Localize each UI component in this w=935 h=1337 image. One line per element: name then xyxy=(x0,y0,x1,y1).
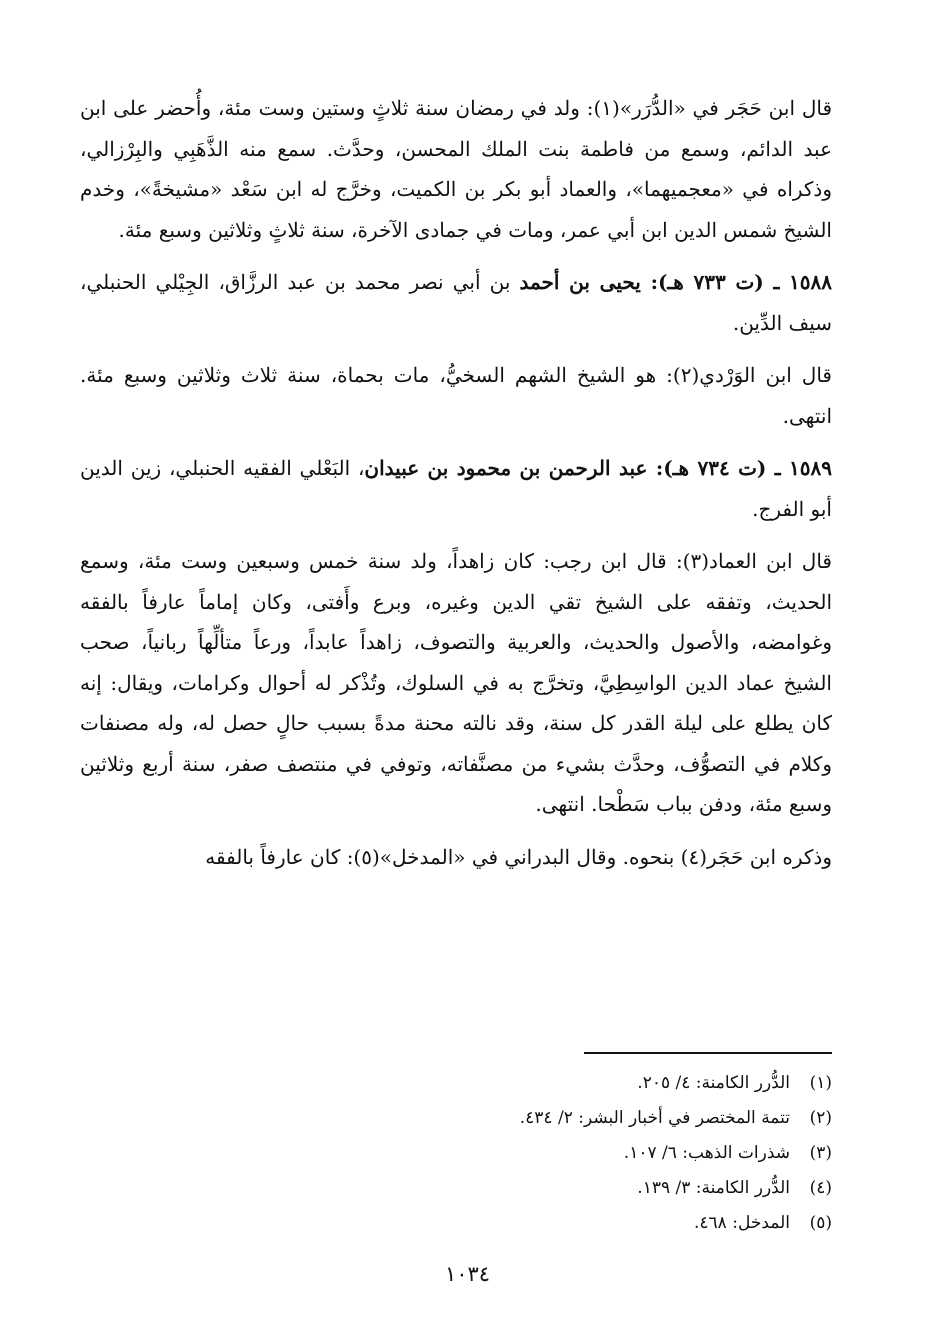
footnote-text: شذرات الذهب: ٦/ ١٠٧. xyxy=(623,1143,790,1163)
entry-text: ، البَعْلي الفقيه الحنبلي، زين الدين أبو الفرج. xyxy=(80,456,832,521)
paragraph-text: قال ابن حَجَر في «الدُّرَر»(١): ولد في رمضان سنة ثلاثٍ وستين وست مئة، وأُحضر على ابن عبد الدائم، وسمع من فاطمة بنت الملك المحسن، وحدَّث. سمع منه الذَّهَبِي والبِرْزالي، وذكراه في «معجميهما»، والعماد أبو بكر بن الكميت، وخرَّج له ابن سَعْد «مشيخةً»، وخدم الشيخ شمس الدين ابن أبي عمر، ومات في جمادى الآخرة، سنة ثلاثٍ وثلاثين وسبع مئة. xyxy=(80,96,833,242)
entry-1588 xyxy=(80,262,832,343)
footnote-text: الدُّرر الكامنة: ٣/ ١٣٩. xyxy=(637,1178,790,1198)
page-number: ١٠٣٤ xyxy=(444,1262,491,1286)
entry-text: بن أبي نصر محمد بن عبد الرزَّاق، الجِيْلي الحنبلي، سيف الدِّين. xyxy=(80,270,832,335)
footnote xyxy=(80,1066,832,1101)
entry-1589 xyxy=(80,448,832,529)
paragraph-text: وذكره ابن حَجَر(٤) بنحوه. وقال البدراني في «المدخل»(٥): كان عارفاً بالفقه xyxy=(205,844,832,869)
entry-heading: ١٥٨٩ ـ (ت ٧٣٤ هـ): عبد الرحمن بن محمود بن عبيدان xyxy=(364,456,832,480)
footnote xyxy=(80,1171,832,1206)
main-text xyxy=(80,88,832,889)
footnotes xyxy=(80,1052,832,1241)
footnote-text: المدخل: ٤٦٨. xyxy=(694,1213,790,1233)
footnote-number: (٢) xyxy=(809,1108,832,1128)
footnote-number: (١) xyxy=(809,1073,832,1093)
footnote-text: الدُّرر الكامنة: ٤/ ٢٠٥. xyxy=(637,1073,790,1093)
footnote-number: (٣) xyxy=(809,1143,832,1163)
footnote-text: تتمة المختصر في أخبار البشر: ٢/ ٤٣٤. xyxy=(519,1108,790,1128)
paragraph-ibn-alimad xyxy=(80,541,832,825)
paragraph-ibn-alwardi xyxy=(80,355,832,436)
paragraph-text: قال ابن الوَرْدي(٢): هو الشيخ الشهم السخيُّ، مات بحماة، سنة ثلاث وثلاثين وسبع مئة. انتهى. xyxy=(80,363,832,428)
footnote-number: (٤) xyxy=(809,1178,832,1198)
footnote xyxy=(80,1136,832,1171)
footnote xyxy=(80,1101,832,1136)
paragraph-ibn-hajar-biography xyxy=(80,88,832,250)
paragraph-badrani xyxy=(80,837,832,878)
paragraph-text: قال ابن العماد(٣): قال ابن رجب: كان زاهداً، ولد سنة خمس وسبعين وست مئة، وسمع الحديث، وتفقه على الشيخ تقي الدين وغيره، وبرع وأَفتى، وكان إماماً عارفاً بالفقه وغوامضه، والأصول والحديث، والعربية والتصوف، زاهداً عابداً، ورعاً متألِّهاً ربانياً، صحب الشيخ عماد الدين الواسِطِيَّ، وتخرَّج به في السلوك، وتُذْكر له أحوال وكرامات، ويقال: إنه كان يطلع على ليلة القدر كل سنة، وقد نالته محنة مدةً بسبب حالٍ حصل له، وله مصنفات وكلام في التصوُّف، وحدَّث بشيء من مصنَّفاته، وتوفي في منتصف صفر، سنة أربع وثلاثين وسبع مئة، ودفن بباب سَطْحا. انتهى. xyxy=(80,549,832,816)
footnote xyxy=(80,1206,832,1241)
entry-heading: ١٥٨٨ ـ (ت ٧٣٣ هـ): يحيى بن أحمد xyxy=(519,270,832,294)
footnote-divider xyxy=(584,1052,832,1054)
footnote-number: (٥) xyxy=(809,1213,832,1233)
